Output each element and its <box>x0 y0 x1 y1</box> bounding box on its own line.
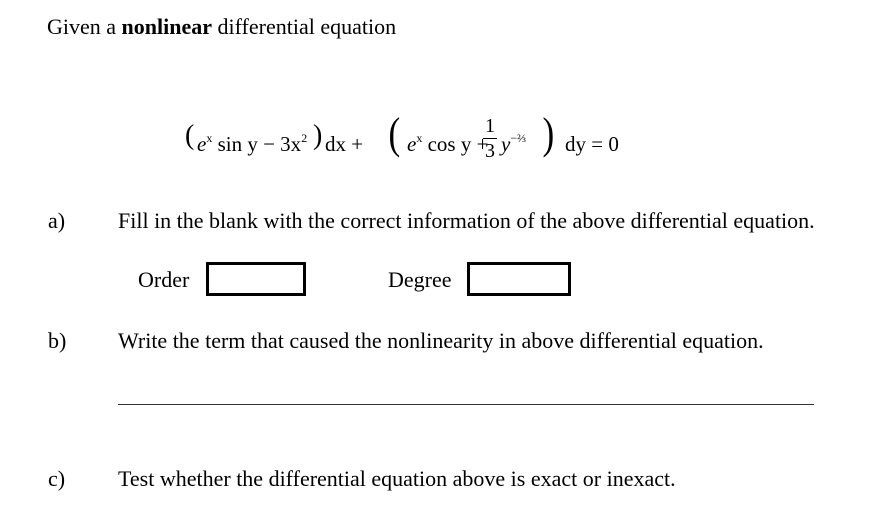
eq-frac-bar <box>483 138 497 139</box>
eq-big-close-paren: ) <box>542 109 555 158</box>
order-answer-box[interactable] <box>206 262 306 296</box>
intro-text <box>47 14 396 40</box>
part-a-label: a) <box>48 208 66 233</box>
eq-dx: dx + <box>325 132 364 156</box>
part-a-text: Fill in the blank with the correct information of the above differential equation. <box>118 208 815 233</box>
part-b-label: b) <box>48 328 67 353</box>
part-b-text: Write the term that caused the nonlinearity in above differential equation. <box>118 328 764 353</box>
eq-fraction <box>483 116 497 161</box>
eq-close-paren: ) <box>313 120 323 151</box>
intro-emphasis: nonlinear <box>121 14 212 39</box>
eq-open-paren: ( <box>185 120 195 151</box>
part-c-text: Test whether the differential equation above is exact or inexact. <box>118 466 676 491</box>
eq-frac-num: 1 <box>485 115 495 137</box>
intro-suffix: differential equation <box>212 14 397 39</box>
eq-big-open-paren: ( <box>388 109 401 158</box>
part-c-label: c) <box>48 466 66 491</box>
eq-dy-zero: dy = 0 <box>565 132 619 156</box>
answer-line[interactable] <box>118 404 814 405</box>
intro-prefix: Given a <box>47 14 122 39</box>
eq-term-3: $y^{-\frac{2}{3}}$ <box>501 131 527 156</box>
order-label: Order <box>138 267 190 292</box>
eq-term-1: $e^x$ $\sin y - 3x^2$ <box>197 131 308 156</box>
differential-equation <box>185 109 645 178</box>
degree-answer-box[interactable] <box>467 262 571 296</box>
degree-label: Degree <box>388 267 452 292</box>
eq-frac-den: 3 <box>485 140 495 162</box>
eq-term-2: $e^x$ cos y + <box>407 131 489 156</box>
